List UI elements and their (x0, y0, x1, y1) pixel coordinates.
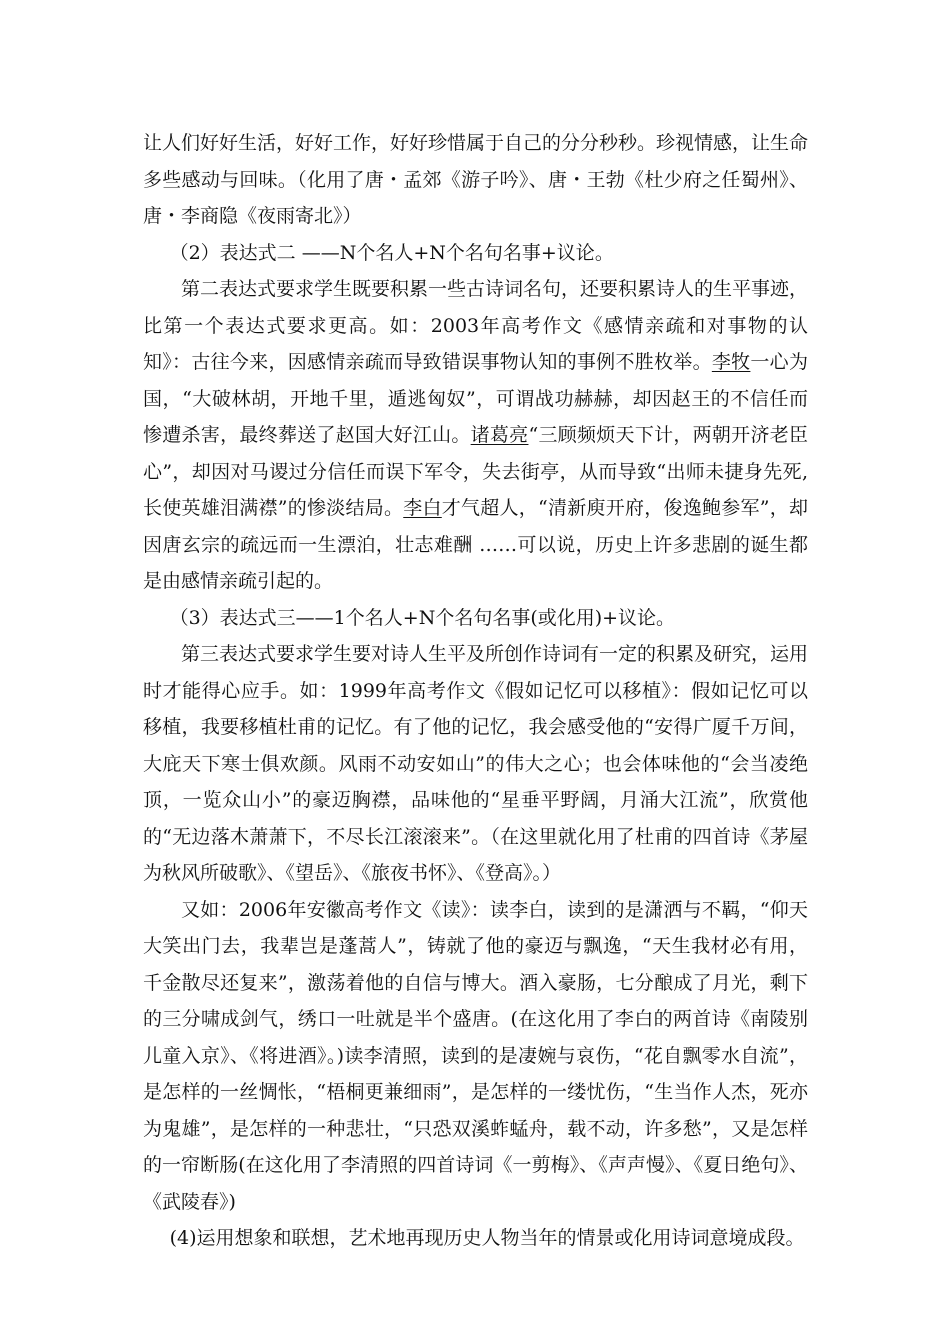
document-page (143, 125, 808, 1257)
underlined-name-li-mu: 李牧 (711, 351, 751, 373)
paragraph-expression-3: 第三表达式要求学生要对诗人生平及所创作诗词有一定的积累及研究，运用时才能得心应手。如：1999年高考作文《假如记忆可以移植》：假如记忆可以移植，我要移植杜甫的记忆。有了他的记忆，我会感受他的“安得广厦千万间，大庇天下寒士俱欢颜。风雨不动安如山”的伟大之心；也会体味他的“会当凌绝顶，一览众山小”的豪迈胸襟，品味他的“星垂平野阔，月涌大江流”，欣赏他的“无边落木萧萧下，不尽长江滚滚来”。（在这里就化用了杜甫的四首诗《茅屋为秋风所破歌》、《望岳》、《旅夜书怀》、《登高》。） (143, 643, 809, 884)
section-heading-3: （3）表达式三——1个名人+N个名句名事(或化用)+议论。 (169, 606, 676, 629)
paragraph-text: 才气超人，“清新庾开府，俊逸鲍参军”，却因唐玄宗的疏远而一生漂泊，壮志难酬 ……可以说，历史上许多悲剧的诞生都是由感情亲疏引起的。 (143, 497, 808, 592)
underlined-name-li-bai: 李白 (403, 497, 442, 519)
section-heading-2: （2）表达式二 ——N个名人+N个名句名事+议论。 (169, 241, 614, 264)
section-heading-4: (4)运用想象和联想，艺术地再现历史人物当年的情景或化用诗词意境成段。 (169, 1227, 805, 1249)
paragraph-text: “三顾频烦天下计，两朝开济老臣心”，却因对马谡过分信任而误下军令，失去街亭，从而导致“出师未捷身先死,长使英雄泪满襟”的惨淡结局。 (143, 424, 808, 519)
paragraph-text: 一心为国，“大破林胡，开地千里，遁逃匈奴”，可谓战功赫赫，却因赵王的不信任而惨遭杀害，最终葬送了赵国大好江山。 (143, 351, 808, 446)
underlined-name-zhuge-liang: 诸葛亮 (470, 424, 529, 446)
paragraph-text: 第二表达式要求学生既要积累一些古诗词名句，还要积累诗人的生平事迹，比第一个表达式要求更高。如：2003年高考作文《感情亲疏和对事物的认知》：古往今来，因感情亲疏而导致错误事物认知的事例不胜枚举。 (143, 278, 809, 373)
paragraph-expression-2 (143, 271, 808, 600)
paragraph-example-anhui: 又如：2006年安徽高考作文《读》：读李白，读到的是潇洒与不羁，“仰天大笑出门去，我辈岂是蓬蒿人”，铸就了他的豪迈与飘逸，“天生我材必有用，千金散尽还复来”，激荡着他的自信与博大。酒入豪肠，七分酿成了月光，剩下的三分啸成剑气，绣口一吐就是半个盛唐。(在这化用了李白的两首诗《南陵别儿童入京》、《将进酒》。)读李清照，读到的是凄婉与哀伤，“花自飘零水自流”，是怎样的一丝惆怅，“梧桐更兼细雨”，是怎样的一缕忧伤，“生当作人杰，死亦为鬼雄”，是怎样的一种悲壮，“只恐双溪蚱蜢舟，载不动，许多愁”，又是怎样的一帘断肠(在这化用了李清照的四首诗词《一剪梅》、《声声慢》、《夏日绝句》、《武陵春》) (143, 898, 808, 1213)
paragraph-continuation: 让人们好好生活，好好工作，好好珍惜属于自己的分分秒秒。珍视情感，让生命多些感动与回味。（化用了唐・孟郊《游子吟》、唐・王勃《杜少府之任蜀州》、唐・李商隐《夜雨寄北》） (143, 132, 809, 227)
